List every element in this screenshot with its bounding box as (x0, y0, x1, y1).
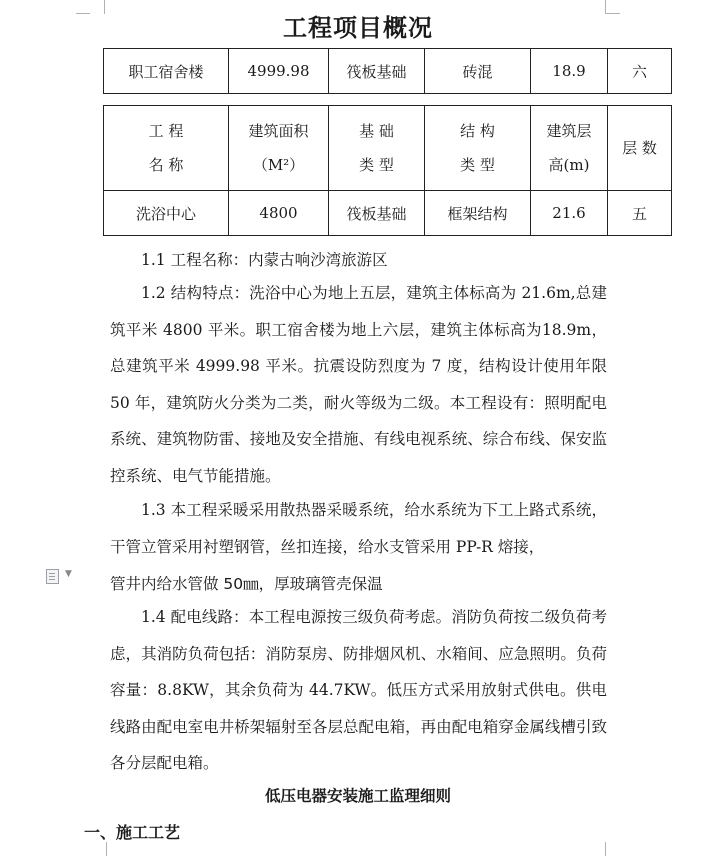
table-cell: 4999.98 (229, 49, 329, 94)
table-cell: 六 (608, 49, 672, 94)
table-header-row (104, 106, 672, 191)
dormitory-table (103, 48, 672, 94)
table-row (104, 191, 672, 236)
paragraph-pipe-insulation: 管井内给水管做 50㎜，厚玻璃管壳保温 (110, 575, 383, 593)
header-cell: 工 程 名 称 (104, 106, 229, 191)
margin-corner-mark (92, 842, 107, 856)
header-cell: 结 构 类 型 (425, 106, 531, 191)
paragraph-structure: 1.2 结构特点：洗浴中心为地上五层，建筑主体标高为 21.6m,总建筑平米 4800 平米。职工宿舍楼为地上六层，建筑主体标高为18.9m，总建筑平米 4999.98 平米。抗震设防烈度为 7 度，结构设计使用年限 50 年，建筑防火分类为二类，耐火等级为二级。本工程设有：照明配电系统、建筑物防雷、接地及安全措施、有线电视系统、综合布线、保安监控系统、电气节能措施。 (110, 284, 607, 485)
table-cell: 砖混 (425, 49, 531, 94)
table-cell: 18.9 (531, 49, 608, 94)
table-cell: 洗浴中心 (104, 191, 229, 236)
header-cell: 建筑面积 （M²） (229, 106, 329, 191)
table-cell: 职工宿舍楼 (104, 49, 229, 94)
section-heading: 一、施工工艺 (84, 823, 181, 842)
paragraph-heating: 1.3 本工程采暖采用散热器采暖系统，给水系统为下工上路式系统，干管立管采用衬塑钢管，丝扣连接，给水支管采用 PP-R 熔接， (110, 501, 607, 556)
header-cell: 建筑层 高(m) (531, 106, 608, 191)
paragraph-project-name: 1.1 工程名称：内蒙古响沙湾旅游区 (141, 251, 388, 269)
header-cell: 层 数 (608, 106, 672, 191)
table-cell: 21.6 (531, 191, 608, 236)
header-cell: 基 础 类 型 (329, 106, 425, 191)
subtitle: 低压电器安装施工监理细则 (264, 786, 451, 805)
document-icon[interactable] (46, 569, 59, 584)
table-cell: 4800 (229, 191, 329, 236)
table-cell: 五 (608, 191, 672, 236)
margin-corner-mark (605, 842, 620, 856)
table-cell: 筏板基础 (329, 49, 425, 94)
table-cell: 框架结构 (425, 191, 531, 236)
chevron-down-icon[interactable]: ▼ (65, 569, 72, 579)
table-row (104, 49, 672, 94)
document-title: 工程项目概况 (283, 14, 433, 42)
table-cell: 筏板基础 (329, 191, 425, 236)
project-info-table (103, 105, 672, 236)
paragraph-power-lines: 1.4 配电线路：本工程电源按三级负荷考虑。消防负荷按二级负荷考虑，其消防负荷包括：消防泵房、防排烟风机、水箱间、应急照明。负荷容量：8.8KW，其余负荷为 44.7KW。低压方式采用放射式供电。供电线路由配电室电井桥架辐射至各层总配电箱，再由配电箱穿金属线槽引致各分层配电箱。 (110, 608, 607, 772)
